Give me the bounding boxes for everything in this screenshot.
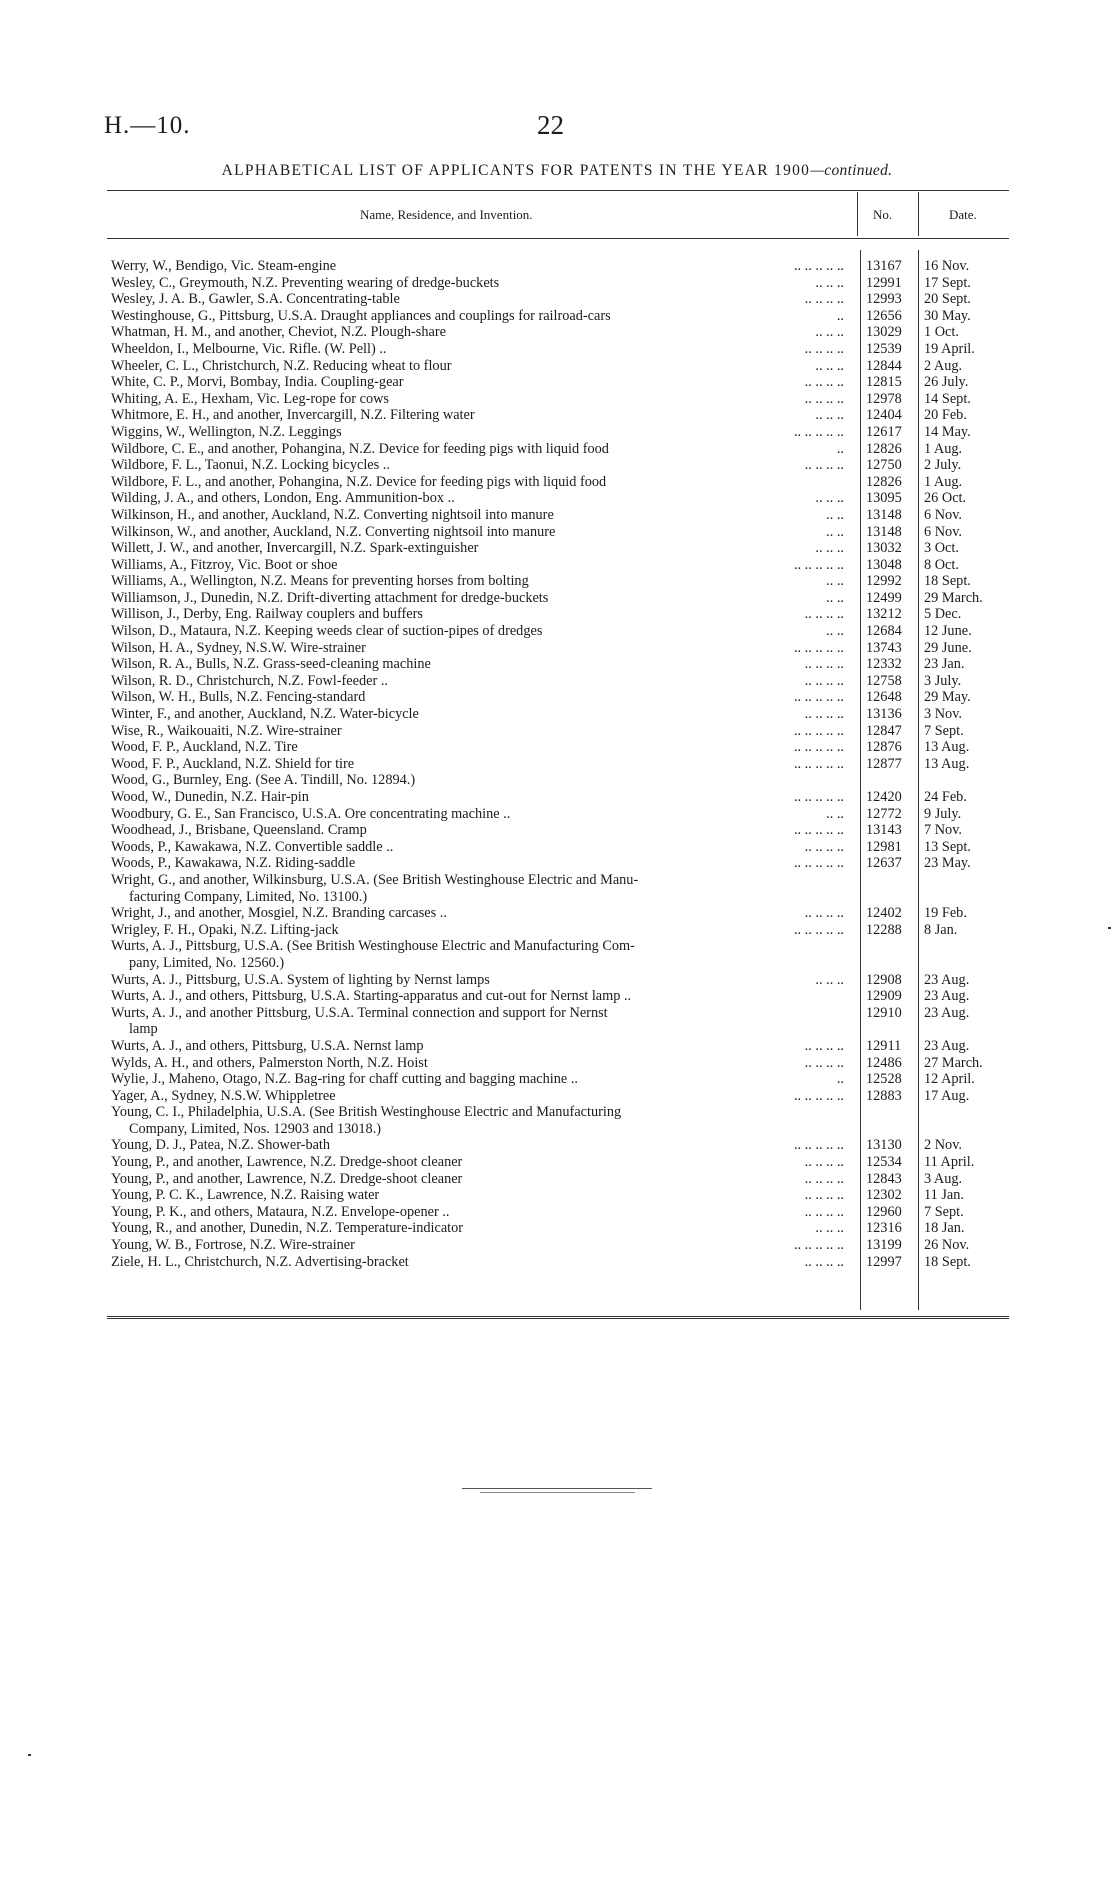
table-row xyxy=(111,590,1009,607)
applicant-entry: Wilson, D., Mataura, N.Z. Keeping weeds clear of suction-pipes of dredges xyxy=(111,623,543,640)
section-end-rule xyxy=(462,1488,652,1489)
patent-number: 12844 xyxy=(866,357,902,374)
leader-dots: .. .. .. .. .. xyxy=(793,1237,844,1254)
application-date: 2 Nov. xyxy=(924,1137,962,1154)
application-date: 1 Aug. xyxy=(924,473,963,490)
table-row xyxy=(111,706,1009,723)
patent-number: 12909 xyxy=(866,988,902,1005)
leader-dots: .. .. .. .. xyxy=(804,838,844,855)
applicant-entry: Wylds, A. H., and others, Palmerston North, N.Z. Hoist xyxy=(111,1054,428,1071)
leader-dots: .. .. .. .. .. xyxy=(793,1087,844,1104)
applicant-entry: Wilson, W. H., Bulls, N.Z. Fencing-standard xyxy=(111,689,366,706)
leader-dots: .. .. .. .. xyxy=(804,390,844,407)
application-date: 3 July. xyxy=(924,672,962,689)
column-divider xyxy=(857,192,858,236)
applicant-entry: Ziele, H. L., Christchurch, N.Z. Advertising-bracket xyxy=(111,1253,409,1270)
patent-number: 13029 xyxy=(866,324,902,341)
table-row xyxy=(111,772,1009,789)
margin-mark xyxy=(1108,927,1111,929)
patent-number: 13032 xyxy=(866,540,902,557)
leader-dots: .. .. .. .. xyxy=(804,457,844,474)
applicant-entry: Willison, J., Derby, Eng. Railway couplers and buffers xyxy=(111,606,423,623)
application-date: 27 March. xyxy=(924,1054,983,1071)
application-date: 5 Dec. xyxy=(924,606,962,623)
patent-number: 12617 xyxy=(866,423,902,440)
leader-dots: .. .. .. .. xyxy=(804,656,844,673)
leader-dots: .. .. .. xyxy=(815,1220,844,1237)
table-row xyxy=(111,424,1009,441)
patent-number: 12332 xyxy=(866,656,902,673)
application-date: 17 Aug. xyxy=(924,1087,970,1104)
table-row xyxy=(111,557,1009,574)
application-date: 7 Sept. xyxy=(924,1203,964,1220)
application-date: 29 March. xyxy=(924,589,983,606)
table-row xyxy=(111,441,1009,458)
patent-number: 12993 xyxy=(866,291,902,308)
leader-dots: .. .. .. .. .. xyxy=(793,722,844,739)
application-date: 16 Nov. xyxy=(924,258,970,274)
table-row xyxy=(111,640,1009,657)
leader-dots: .. xyxy=(836,307,844,324)
application-date: 14 May. xyxy=(924,423,971,440)
table-row xyxy=(111,1055,1009,1072)
table-row xyxy=(111,1137,1009,1154)
leader-dots: .. .. xyxy=(826,573,844,590)
application-date: 8 Jan. xyxy=(924,921,958,938)
applicant-entry: Werry, W., Bendigo, Vic. Steam-engine xyxy=(111,258,337,274)
table-row xyxy=(111,656,1009,673)
patent-number: 12637 xyxy=(866,855,902,872)
title-main: ALPHABETICAL LIST OF APPLICANTS FOR PATENTS IN THE YEAR 1900 xyxy=(221,162,811,179)
applicants-table xyxy=(111,258,1009,1270)
patent-number: 12750 xyxy=(866,457,902,474)
applicant-entry: Woods, P., Kawakawa, N.Z. Convertible saddle .. xyxy=(111,838,394,855)
leader-dots: .. .. .. .. xyxy=(804,905,844,922)
applicant-entry: Whatman, H. M., and another, Cheviot, N.Z. Plough-share xyxy=(111,324,446,341)
applicant-entry: Company, Limited, Nos. 12903 and 13018.) xyxy=(129,1120,382,1137)
application-date: 30 May. xyxy=(924,307,971,324)
column-divider xyxy=(918,192,919,236)
patent-number: 12978 xyxy=(866,390,902,407)
title-continued: —continued. xyxy=(810,162,893,179)
patent-number: 12960 xyxy=(866,1203,902,1220)
table-row xyxy=(111,1038,1009,1055)
applicant-entry: Wood, W., Dunedin, N.Z. Hair-pin xyxy=(111,789,309,805)
table-row xyxy=(111,689,1009,706)
column-header-date: Date. xyxy=(949,207,977,222)
patent-number: 12843 xyxy=(866,1170,902,1187)
table-row xyxy=(111,1220,1009,1237)
table-row xyxy=(111,822,1009,839)
applicant-entry: Young, P. K., and others, Mataura, N.Z. Envelope-opener .. xyxy=(111,1203,450,1220)
patent-number: 12486 xyxy=(866,1054,902,1071)
leader-dots: .. .. xyxy=(826,523,844,540)
table-row xyxy=(111,1005,1009,1022)
table-row xyxy=(111,1237,1009,1254)
patent-number: 12539 xyxy=(866,340,902,357)
application-date: 18 Sept. xyxy=(924,573,971,590)
patent-number: 13212 xyxy=(866,606,902,623)
column-header-no: No. xyxy=(873,207,893,222)
table-top-rule xyxy=(107,190,1009,191)
margin-mark xyxy=(28,1754,31,1756)
patent-number: 12420 xyxy=(866,789,902,805)
applicant-entry: Wilson, R. A., Bulls, N.Z. Grass-seed-cleaning machine xyxy=(111,656,431,673)
application-date: 1 Oct. xyxy=(924,324,959,341)
patent-number: 12847 xyxy=(866,722,902,739)
table-row xyxy=(111,1071,1009,1088)
applicant-entry: Young, P., and another, Lawrence, N.Z. Dredge-shoot cleaner xyxy=(111,1154,463,1171)
leader-dots: .. .. .. .. .. xyxy=(793,556,844,573)
application-date: 3 Nov. xyxy=(924,706,962,723)
applicant-entry: Wilson, R. D., Christchurch, N.Z. Fowl-feeder .. xyxy=(111,672,388,689)
patent-number: 13199 xyxy=(866,1237,902,1254)
application-date: 2 July. xyxy=(924,457,962,474)
patent-number: 13143 xyxy=(866,822,902,839)
leader-dots: .. .. .. xyxy=(815,274,844,291)
patent-number: 12528 xyxy=(866,1071,902,1088)
leader-dots: .. .. .. xyxy=(815,407,844,424)
table-row xyxy=(111,291,1009,308)
table-row xyxy=(111,972,1009,989)
leader-dots: .. .. .. .. .. xyxy=(793,822,844,839)
table-row xyxy=(111,756,1009,773)
leader-dots: .. .. .. xyxy=(815,971,844,988)
table-row xyxy=(111,623,1009,640)
patent-number: 13743 xyxy=(866,639,902,656)
application-date: 3 Oct. xyxy=(924,540,959,557)
leader-dots: .. .. .. .. .. xyxy=(793,689,844,706)
patent-number: 13136 xyxy=(866,706,902,723)
patent-number: 12991 xyxy=(866,274,902,291)
table-row xyxy=(111,457,1009,474)
leader-dots: .. .. xyxy=(826,506,844,523)
patent-number: 12997 xyxy=(866,1253,902,1270)
table-row xyxy=(111,1121,1009,1138)
table-row xyxy=(111,540,1009,557)
leader-dots: .. .. .. .. xyxy=(804,606,844,623)
application-date: 29 June. xyxy=(924,639,972,656)
applicant-entry: Wilkinson, H., and another, Auckland, N.Z. Converting nightsoil into manure xyxy=(111,506,554,523)
table-row xyxy=(111,938,1009,955)
application-date: 11 April. xyxy=(924,1154,975,1171)
table-row xyxy=(111,324,1009,341)
page-title xyxy=(0,162,1114,180)
leader-dots: .. xyxy=(836,440,844,457)
patent-number: 13167 xyxy=(866,258,902,274)
patent-number: 12981 xyxy=(866,838,902,855)
applicant-entry: Wylie, J., Maheno, Otago, N.Z. Bag-ring for chaff cutting and bagging machine .. xyxy=(111,1071,578,1088)
table-row xyxy=(111,341,1009,358)
applicant-entry: Yager, A., Sydney, N.S.W. Whippletree xyxy=(111,1087,336,1104)
table-row xyxy=(111,1254,1009,1271)
table-row xyxy=(111,872,1009,889)
patent-number: 12910 xyxy=(866,1004,902,1021)
application-date: 7 Nov. xyxy=(924,822,962,839)
table-row xyxy=(111,1187,1009,1204)
application-date: 12 June. xyxy=(924,623,972,640)
page-number: 22 xyxy=(537,110,564,140)
table-row xyxy=(111,723,1009,740)
applicant-entry: Woodhead, J., Brisbane, Queensland. Cramp xyxy=(111,822,367,839)
applicant-entry: Wrigley, F. H., Opaki, N.Z. Lifting-jack xyxy=(111,921,339,938)
application-date: 18 Jan. xyxy=(924,1220,965,1237)
table-row xyxy=(111,739,1009,756)
applicant-entry: Wood, F. P., Auckland, N.Z. Tire xyxy=(111,739,298,756)
application-date: 6 Nov. xyxy=(924,523,962,540)
patent-number: 12302 xyxy=(866,1187,902,1204)
table-row xyxy=(111,474,1009,491)
applicant-entry: Williams, A., Wellington, N.Z. Means for preventing horses from bolting xyxy=(111,573,529,590)
application-date: 11 Jan. xyxy=(924,1187,964,1204)
applicant-entry: Whiting, A. E., Hexham, Vic. Leg-rope for cows xyxy=(111,390,389,407)
leader-dots: .. .. .. .. xyxy=(804,1253,844,1270)
applicant-entry: Wildbore, C. E., and another, Pohangina, N.Z. Device for feeding pigs with liquid food xyxy=(111,440,609,457)
table-row xyxy=(111,988,1009,1005)
applicant-entry: Wurts, A. J., and another Pittsburg, U.S.A. Terminal connection and support for Nernst xyxy=(111,1004,608,1021)
patent-number: 13148 xyxy=(866,523,902,540)
column-header-name: Name, Residence, and Invention. xyxy=(360,207,533,222)
table-row xyxy=(111,407,1009,424)
application-date: 19 Feb. xyxy=(924,905,967,922)
table-row xyxy=(111,258,1009,275)
applicant-entry: Wheeler, C. L., Christchurch, N.Z. Reducing wheat to flour xyxy=(111,357,452,374)
leader-dots: .. .. .. .. .. xyxy=(793,921,844,938)
patent-number: 12911 xyxy=(866,1037,902,1054)
applicant-entry: Young, D. J., Patea, N.Z. Shower-bath xyxy=(111,1137,331,1154)
application-date: 23 Aug. xyxy=(924,1004,970,1021)
application-date: 23 May. xyxy=(924,855,971,872)
patent-number: 12684 xyxy=(866,623,902,640)
patent-number: 12648 xyxy=(866,689,902,706)
applicant-entry: Wesley, J. A. B., Gawler, S.A. Concentrating-table xyxy=(111,291,400,308)
table-row xyxy=(111,1021,1009,1038)
patent-number: 12758 xyxy=(866,672,902,689)
applicant-entry: Winter, F., and another, Auckland, N.Z. Water-bicycle xyxy=(111,706,419,723)
leader-dots: .. .. .. .. xyxy=(804,1203,844,1220)
applicant-entry: Young, P., and another, Lawrence, N.Z. Dredge-shoot cleaner xyxy=(111,1170,463,1187)
applicant-entry: Williamson, J., Dunedin, N.Z. Drift-diverting attachment for dredge-buckets xyxy=(111,589,549,606)
applicant-entry: Wood, G., Burnley, Eng. (See A. Tindill, No. 12894.) xyxy=(111,772,416,789)
leader-dots: .. .. .. .. .. xyxy=(793,855,844,872)
applicant-entry: White, C. P., Morvi, Bombay, India. Coupling-gear xyxy=(111,374,404,391)
patent-number: 12402 xyxy=(866,905,902,922)
application-date: 13 Sept. xyxy=(924,838,971,855)
table-row xyxy=(111,573,1009,590)
applicant-entry: Woods, P., Kawakawa, N.Z. Riding-saddle xyxy=(111,855,356,872)
applicant-entry: Wheeldon, I., Melbourne, Vic. Rifle. (W. Pell) .. xyxy=(111,340,387,357)
leader-dots: .. .. .. .. xyxy=(804,672,844,689)
applicant-entry: Wilkinson, W., and another, Auckland, N.Z. Converting nightsoil into manure xyxy=(111,523,556,540)
patent-number: 12404 xyxy=(866,407,902,424)
applicant-entry: Wilson, H. A., Sydney, N.S.W. Wire-strainer xyxy=(111,639,366,656)
applicant-entry: Wise, R., Waikouaiti, N.Z. Wire-strainer xyxy=(111,722,342,739)
leader-dots: .. .. .. xyxy=(815,540,844,557)
applicant-entry: Williams, A., Fitzroy, Vic. Boot or shoe xyxy=(111,556,338,573)
table-row xyxy=(111,524,1009,541)
leader-dots: .. .. .. xyxy=(815,324,844,341)
leader-dots: .. .. .. .. .. xyxy=(793,423,844,440)
application-date: 29 May. xyxy=(924,689,971,706)
leader-dots: .. .. .. .. xyxy=(804,1154,844,1171)
patent-number: 13130 xyxy=(866,1137,902,1154)
table-row xyxy=(111,806,1009,823)
applicant-entry: Wildbore, F. L., and another, Pohangina, N.Z. Device for feeding pigs with liquid food xyxy=(111,473,607,490)
applicant-entry: Wiggins, W., Wellington, N.Z. Leggings xyxy=(111,423,342,440)
leader-dots: .. .. .. .. xyxy=(804,374,844,391)
patent-number: 13095 xyxy=(866,490,902,507)
applicant-entry: Willett, J. W., and another, Invercargill, N.Z. Spark-extinguisher xyxy=(111,540,479,557)
application-date: 20 Sept. xyxy=(924,291,971,308)
patent-number: 12877 xyxy=(866,755,902,772)
table-row xyxy=(111,789,1009,806)
leader-dots: .. .. .. .. xyxy=(804,1187,844,1204)
application-date: 18 Sept. xyxy=(924,1253,971,1270)
patent-number: 13148 xyxy=(866,506,902,523)
patent-number: 12908 xyxy=(866,971,902,988)
leader-dots: .. .. .. .. xyxy=(804,291,844,308)
applicant-entry: Wesley, C., Greymouth, N.Z. Preventing wearing of dredge-buckets xyxy=(111,274,500,291)
patent-number: 12826 xyxy=(866,473,902,490)
patent-number: 12992 xyxy=(866,573,902,590)
table-row xyxy=(111,374,1009,391)
application-date: 6 Nov. xyxy=(924,506,962,523)
application-date: 24 Feb. xyxy=(924,789,967,805)
table-row xyxy=(111,308,1009,325)
applicant-entry: lamp xyxy=(129,1021,158,1038)
applicant-entry: Wood, F. P., Auckland, N.Z. Shield for tire xyxy=(111,755,355,772)
leader-dots: .. .. xyxy=(826,805,844,822)
patent-number: 12499 xyxy=(866,589,902,606)
leader-dots: .. .. .. .. xyxy=(804,1054,844,1071)
table-row xyxy=(111,275,1009,292)
leader-dots: .. .. .. xyxy=(815,490,844,507)
leader-dots: .. .. .. .. xyxy=(804,1037,844,1054)
table-row xyxy=(111,1171,1009,1188)
leader-dots: .. .. xyxy=(826,589,844,606)
applicant-entry: Wright, G., and another, Wilkinsburg, U.S.A. (See British Westinghouse Electric and Manu- xyxy=(111,871,639,888)
applicant-entry: Wright, J., and another, Mosgiel, N.Z. Branding carcases .. xyxy=(111,905,447,922)
table-row xyxy=(111,507,1009,524)
leader-dots: .. .. .. .. .. xyxy=(793,789,844,805)
table-row xyxy=(111,839,1009,856)
application-date: 26 July. xyxy=(924,374,969,391)
patent-number: 12876 xyxy=(866,739,902,756)
applicant-entry: Wilding, J. A., and others, London, Eng. Ammunition-box .. xyxy=(111,490,455,507)
applicant-entry: Young, W. B., Fortrose, N.Z. Wire-strainer xyxy=(111,1237,355,1254)
patent-number: 12815 xyxy=(866,374,902,391)
table-row xyxy=(111,889,1009,906)
table-row xyxy=(111,1104,1009,1121)
applicant-entry: Westinghouse, G., Pittsburg, U.S.A. Draught appliances and couplings for railroad-cars xyxy=(111,307,611,324)
leader-dots: .. .. .. .. .. xyxy=(793,739,844,756)
leader-dots: .. .. .. .. .. xyxy=(793,639,844,656)
table-row xyxy=(111,606,1009,623)
patent-number: 12534 xyxy=(866,1154,902,1171)
table-row xyxy=(111,490,1009,507)
applicant-entry: Woodbury, G. E., San Francisco, U.S.A. Ore concentrating machine .. xyxy=(111,805,511,822)
applicant-entry: Wurts, A. J., and others, Pittsburg, U.S.A. Starting-apparatus and cut-out for Nernst lamp .. xyxy=(111,988,632,1005)
table-row xyxy=(111,358,1009,375)
leader-dots: .. .. .. xyxy=(815,357,844,374)
application-date: 7 Sept. xyxy=(924,722,964,739)
table-row xyxy=(111,855,1009,872)
applicant-entry: Whitmore, E. H., and another, Invercargill, N.Z. Filtering water xyxy=(111,407,475,424)
leader-dots: .. .. xyxy=(826,623,844,640)
application-date: 14 Sept. xyxy=(924,390,971,407)
applicant-entry: Wurts, A. J., Pittsburg, U.S.A. (See British Westinghouse Electric and Manufacturing Com- xyxy=(111,938,635,955)
applicant-entry: facturing Company, Limited, No. 13100.) xyxy=(129,888,368,905)
applicant-entry: Young, P. C. K., Lawrence, N.Z. Raising water xyxy=(111,1187,380,1204)
application-date: 3 Aug. xyxy=(924,1170,963,1187)
patent-number: 12826 xyxy=(866,440,902,457)
section-end-rule xyxy=(480,1492,635,1493)
table-row xyxy=(111,922,1009,939)
application-date: 23 Aug. xyxy=(924,971,970,988)
table-row xyxy=(111,673,1009,690)
application-date: 8 Oct. xyxy=(924,556,959,573)
table-row xyxy=(111,1204,1009,1221)
leader-dots: .. .. .. .. .. xyxy=(793,755,844,772)
application-date: 13 Aug. xyxy=(924,755,970,772)
application-date: 26 Oct. xyxy=(924,490,967,507)
application-date: 1 Aug. xyxy=(924,440,963,457)
table-row xyxy=(111,955,1009,972)
application-date: 23 Aug. xyxy=(924,988,970,1005)
application-date: 17 Sept. xyxy=(924,274,971,291)
patent-number: 12288 xyxy=(866,921,902,938)
application-date: 23 Aug. xyxy=(924,1037,970,1054)
patent-number: 12883 xyxy=(866,1087,902,1104)
table-row xyxy=(111,1088,1009,1105)
application-date: 12 April. xyxy=(924,1071,975,1088)
application-date: 19 April. xyxy=(924,340,975,357)
applicant-entry: Young, R., and another, Dunedin, N.Z. Temperature-indicator xyxy=(111,1220,464,1237)
applicant-entry: pany, Limited, No. 12560.) xyxy=(129,954,285,971)
page-header-ref: H.—10. xyxy=(104,112,191,139)
leader-dots: .. .. .. .. .. xyxy=(793,258,844,274)
patent-number: 13048 xyxy=(866,556,902,573)
leader-dots: .. .. .. .. .. xyxy=(793,1137,844,1154)
table-row xyxy=(111,905,1009,922)
application-date: 23 Jan. xyxy=(924,656,965,673)
table-row xyxy=(111,391,1009,408)
leader-dots: .. .. .. .. xyxy=(804,1170,844,1187)
applicant-entry: Young, C. I., Philadelphia, U.S.A. (See British Westinghouse Electric and Manufacturing xyxy=(111,1104,622,1121)
patent-number: 12316 xyxy=(866,1220,902,1237)
application-date: 26 Nov. xyxy=(924,1237,970,1254)
application-date: 9 July. xyxy=(924,805,962,822)
table-row xyxy=(111,1154,1009,1171)
application-date: 2 Aug. xyxy=(924,357,963,374)
table-bottom-rule xyxy=(107,1316,1009,1319)
leader-dots: .. .. .. .. xyxy=(804,706,844,723)
patent-number: 12772 xyxy=(866,805,902,822)
leader-dots: .. xyxy=(836,1071,844,1088)
header-bottom-rule xyxy=(107,238,1009,239)
patent-number: 12656 xyxy=(866,307,902,324)
application-date: 20 Feb. xyxy=(924,407,967,424)
applicant-entry: Wurts, A. J., Pittsburg, U.S.A. System of lighting by Nernst lamps xyxy=(111,971,490,988)
application-date: 13 Aug. xyxy=(924,739,970,756)
leader-dots: .. .. .. .. xyxy=(804,340,844,357)
applicant-entry: Wurts, A. J., and others, Pittsburg, U.S.A. Nernst lamp xyxy=(111,1037,424,1054)
applicant-entry: Wildbore, F. L., Taonui, N.Z. Locking bicycles .. xyxy=(111,457,390,474)
